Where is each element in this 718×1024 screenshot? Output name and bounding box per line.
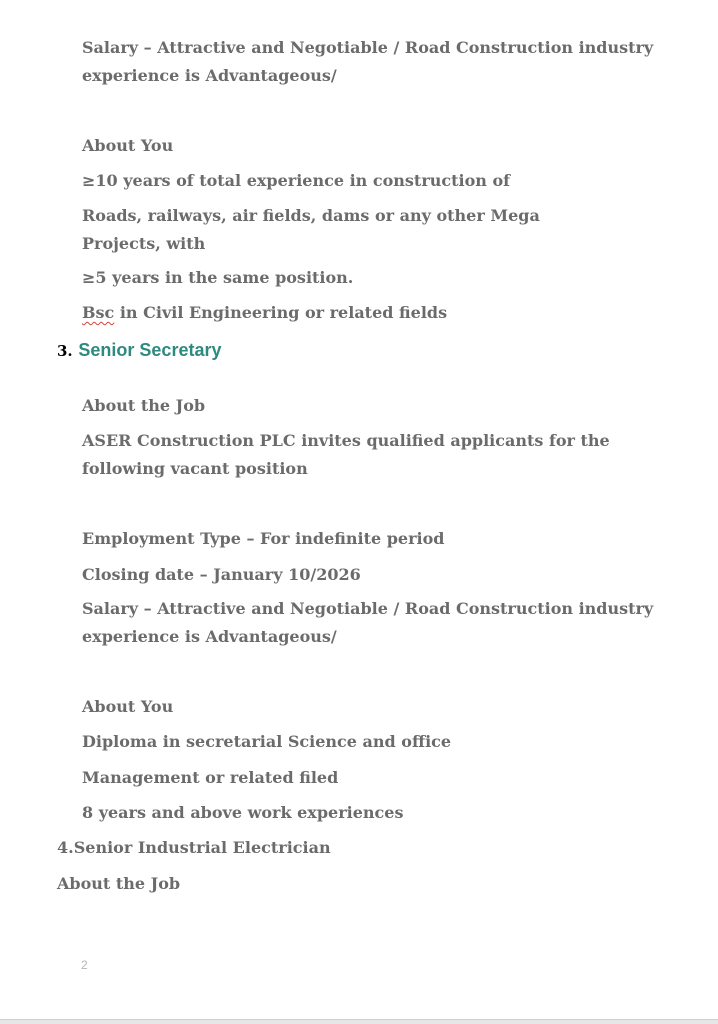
page-bottom-edge [0,1019,718,1024]
salary-text: Salary – Attractive and Negotiable / Road Construction industry experience is Advantageous/ [82,38,654,85]
spellcheck-flagged-word: Bsc [82,303,115,322]
about-you-heading: About You [82,136,174,155]
management-requirement: Management or related filed [82,768,339,787]
degree-requirement-text: in Civil Engineering or related fields [114,303,448,322]
work-experience-requirement: 8 years and above work experiences [82,803,404,822]
employment-type: Employment Type – For indefinite period [82,529,445,548]
about-job-heading: About the Job [57,874,181,893]
degree-requirement [82,299,682,327]
closing-date: Closing date – January 10/2026 [82,565,361,584]
position-number: 3. [57,342,73,360]
position-title: Senior Secretary [78,340,222,360]
same-position-requirement: ≥5 years in the same position. [82,268,354,287]
experience-requirement: ≥10 years of total experience in construction of [82,171,511,190]
job-intro-text: ASER Construction PLC invites qualified applicants for the following vacant position [82,431,610,478]
diploma-requirement: Diploma in secretarial Science and office [82,732,452,751]
about-job-heading: About the Job [82,396,206,415]
project-types-requirement: Roads, railways, air fields, dams or any other Mega Projects, with [82,206,540,253]
about-you-heading: About You [82,697,174,716]
salary-text: Salary – Attractive and Negotiable / Road Construction industry experience is Advantageous/ [82,599,654,646]
position-heading-4: 4.Senior Industrial Electrician [57,838,331,857]
page-number: 2 [81,958,88,972]
position-heading-3 [57,337,221,364]
